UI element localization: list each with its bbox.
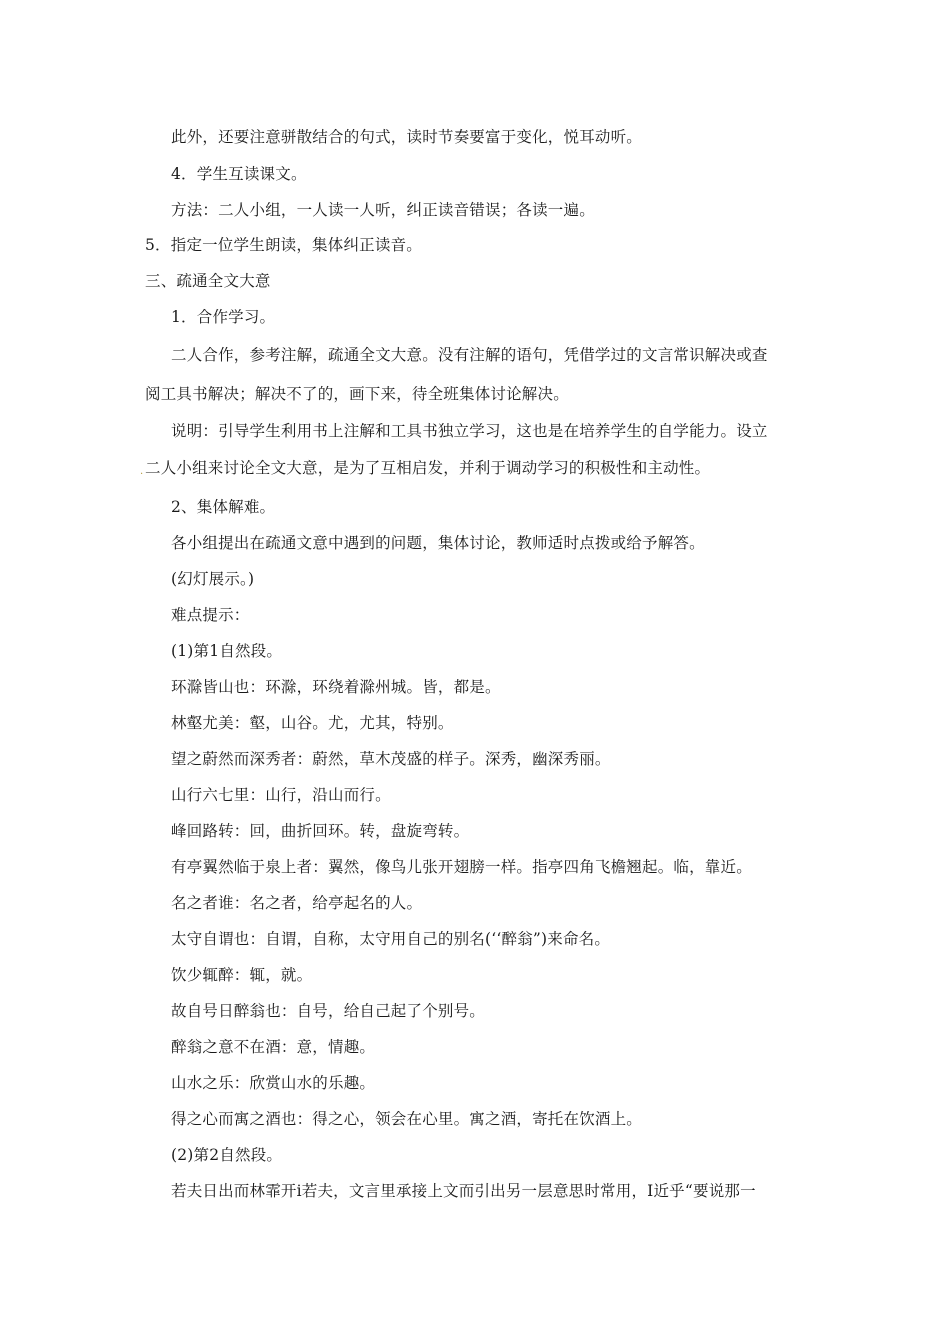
text-line: 得之心而寓之酒也：得之心，领会在心里。寓之酒，寄托在饮酒上。 (171, 1110, 643, 1128)
text-line: 有亭翼然临于泉上者：翼然，像鸟儿张开翅膀一样。指亭四角飞檐翘起。临，靠近。 (171, 858, 752, 876)
text-line: 林壑尤美：壑，山谷。尤，尤其，特别。 (171, 714, 454, 732)
text-line: 5．指定一位学生朗读，集体纠正读音。 (145, 236, 422, 254)
text-line: (1)第1自然段。 (171, 642, 283, 660)
text-line: 方法：二人小组，一人读一人听，纠正读音错误；各读一遍。 (171, 201, 595, 219)
text-line: 峰回路转：回，曲折回环。转，盘旋弯转。 (171, 822, 470, 840)
text-line: 太守自谓也：自谓，自称，太守用自己的别名(‘‘醉翁”)来命名。 (171, 930, 611, 948)
text-line: 醉翁之意不在酒：意，情趣。 (171, 1038, 376, 1056)
text-line: 山行六七里：山行，沿山而行。 (171, 786, 391, 804)
text-line: (幻灯展示。) (171, 570, 255, 588)
text-line: 4．学生互读课文。 (171, 165, 307, 183)
text-line: 难点提示： (171, 606, 250, 624)
text-line: 若夫日出而林霏开i若夫，文言里承接上文而引出另一层意思时常用，I近乎“要说那一 (171, 1182, 756, 1200)
text-line: 望之蔚然而深秀者：蔚然，草木茂盛的样子。深秀，幽深秀丽。 (171, 750, 611, 768)
text-line: 名之者谁：名之者，给亭起名的人。 (171, 894, 423, 912)
text-line: 饮少辄醉：辄，就。 (171, 966, 313, 984)
text-line: 1．合作学习。 (171, 308, 276, 326)
text-line: 此外，还要注意骈散结合的句式，读时节奏要富于变化，悦耳动听。 (171, 128, 643, 146)
text-line: 环滁皆山也：环滁，环绕着滁州城。皆，都是。 (171, 678, 501, 696)
text-line: 二人小组来讨论全文大意，是为了互相启发，并利于调动学习的积极性和主动性。 (145, 459, 711, 477)
text-line: 阅工具书解决；解决不了的，画下来，待全班集体讨论解决。 (145, 385, 569, 403)
section-heading: 三、疏通全文大意 (145, 272, 271, 290)
text-line: 二人合作，参考注解，疏通全文大意。没有注解的语句，凭借学过的文言常识解决或查 (171, 346, 768, 364)
stray-mark: . (140, 466, 144, 477)
text-line: 2、集体解难。 (171, 498, 276, 516)
text-line: (2)第2自然段。 (171, 1146, 283, 1164)
text-line: 山水之乐：欣赏山水的乐趣。 (171, 1074, 376, 1092)
text-line: 说明：引导学生利用书上注解和工具书独立学习，这也是在培养学生的自学能力。设立 (171, 422, 768, 440)
text-line: 各小组提出在疏通文意中遇到的问题，集体讨论，教师适时点拨或给予解答。 (171, 534, 705, 552)
text-line: 故自号日醉翁也：自号，给自己起了个别号。 (171, 1002, 486, 1020)
